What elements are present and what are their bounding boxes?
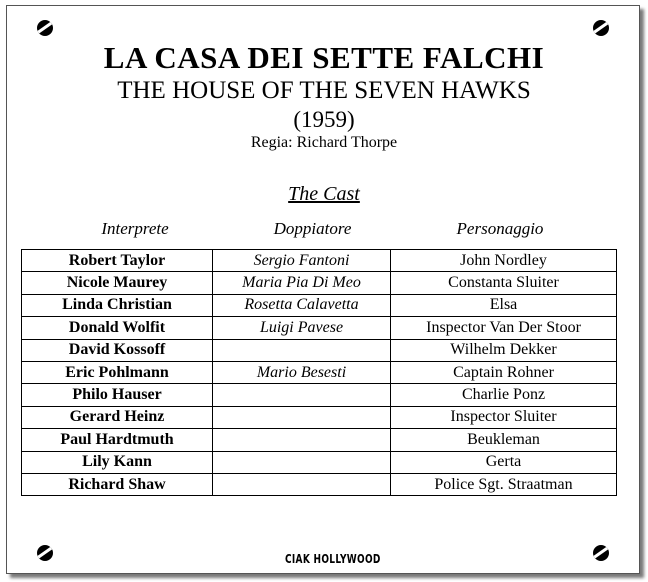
actor-name: Eric Pohlmann — [22, 361, 213, 383]
actor-name: Robert Taylor — [22, 250, 213, 272]
table-row — [22, 250, 617, 272]
character-name: Charlie Ponz — [391, 384, 617, 406]
voice-actor-name — [213, 429, 391, 451]
character-name: Inspector Sluiter — [391, 406, 617, 428]
voice-actor-name — [213, 406, 391, 428]
table-row — [22, 339, 617, 361]
actor-name: Philo Hauser — [22, 384, 213, 406]
voice-actor-name: Maria Pia Di Meo — [213, 272, 391, 294]
table-row — [22, 451, 617, 473]
table-row — [22, 317, 617, 339]
ciak-hollywood-logo: CIAK HOLLYWOOD — [285, 553, 381, 567]
column-header-personaggio: Personaggio — [456, 219, 544, 238]
english-title: THE HOUSE OF THE SEVEN HAWKS — [117, 77, 531, 104]
voice-actor-name: Sergio Fantoni — [213, 250, 391, 272]
release-year: (1959) — [293, 107, 355, 132]
voice-actor-name: Mario Besesti — [213, 361, 391, 383]
cast-heading: The Cast — [288, 183, 360, 205]
column-header-doppiatore: Doppiatore — [273, 219, 352, 238]
table-row — [22, 384, 617, 406]
character-name: Elsa — [391, 294, 617, 316]
table-row — [22, 406, 617, 428]
actor-name: Nicole Maurey — [22, 272, 213, 294]
screw-top-right-icon — [593, 20, 609, 36]
voice-actor-name — [213, 339, 391, 361]
cast-table — [21, 249, 617, 496]
voice-actor-name: Luigi Pavese — [213, 317, 391, 339]
character-name: Inspector Van Der Stoor — [391, 317, 617, 339]
voice-actor-name — [213, 473, 391, 495]
screw-bottom-right-icon — [593, 545, 609, 561]
column-header-interprete: Interprete — [101, 219, 169, 238]
actor-name: Gerard Heinz — [22, 406, 213, 428]
actor-name: Paul Hardtmuth — [22, 429, 213, 451]
voice-actor-name: Rosetta Calavetta — [213, 294, 391, 316]
actor-name: Donald Wolfit — [22, 317, 213, 339]
character-name: Gerta — [391, 451, 617, 473]
table-row — [22, 361, 617, 383]
table-row — [22, 272, 617, 294]
director-credit: Regia: Richard Thorpe — [250, 134, 398, 151]
actor-name: David Kossoff — [22, 339, 213, 361]
table-row — [22, 473, 617, 495]
actor-name: Richard Shaw — [22, 473, 213, 495]
voice-actor-name — [213, 451, 391, 473]
screw-bottom-left-icon — [37, 545, 53, 561]
table-row — [22, 429, 617, 451]
character-name: Beukleman — [391, 429, 617, 451]
table-row — [22, 294, 617, 316]
character-name: Constanta Sluiter — [391, 272, 617, 294]
character-name: Captain Rohner — [391, 361, 617, 383]
character-name: Police Sgt. Straatman — [391, 473, 617, 495]
character-name: John Nordley — [391, 250, 617, 272]
actor-name: Lily Kann — [22, 451, 213, 473]
actor-name: Linda Christian — [22, 294, 213, 316]
page-title: LA CASA DEI SETTE FALCHI — [103, 40, 545, 75]
character-name: Wilhelm Dekker — [391, 339, 617, 361]
voice-actor-name — [213, 384, 391, 406]
screw-top-left-icon — [37, 20, 53, 36]
